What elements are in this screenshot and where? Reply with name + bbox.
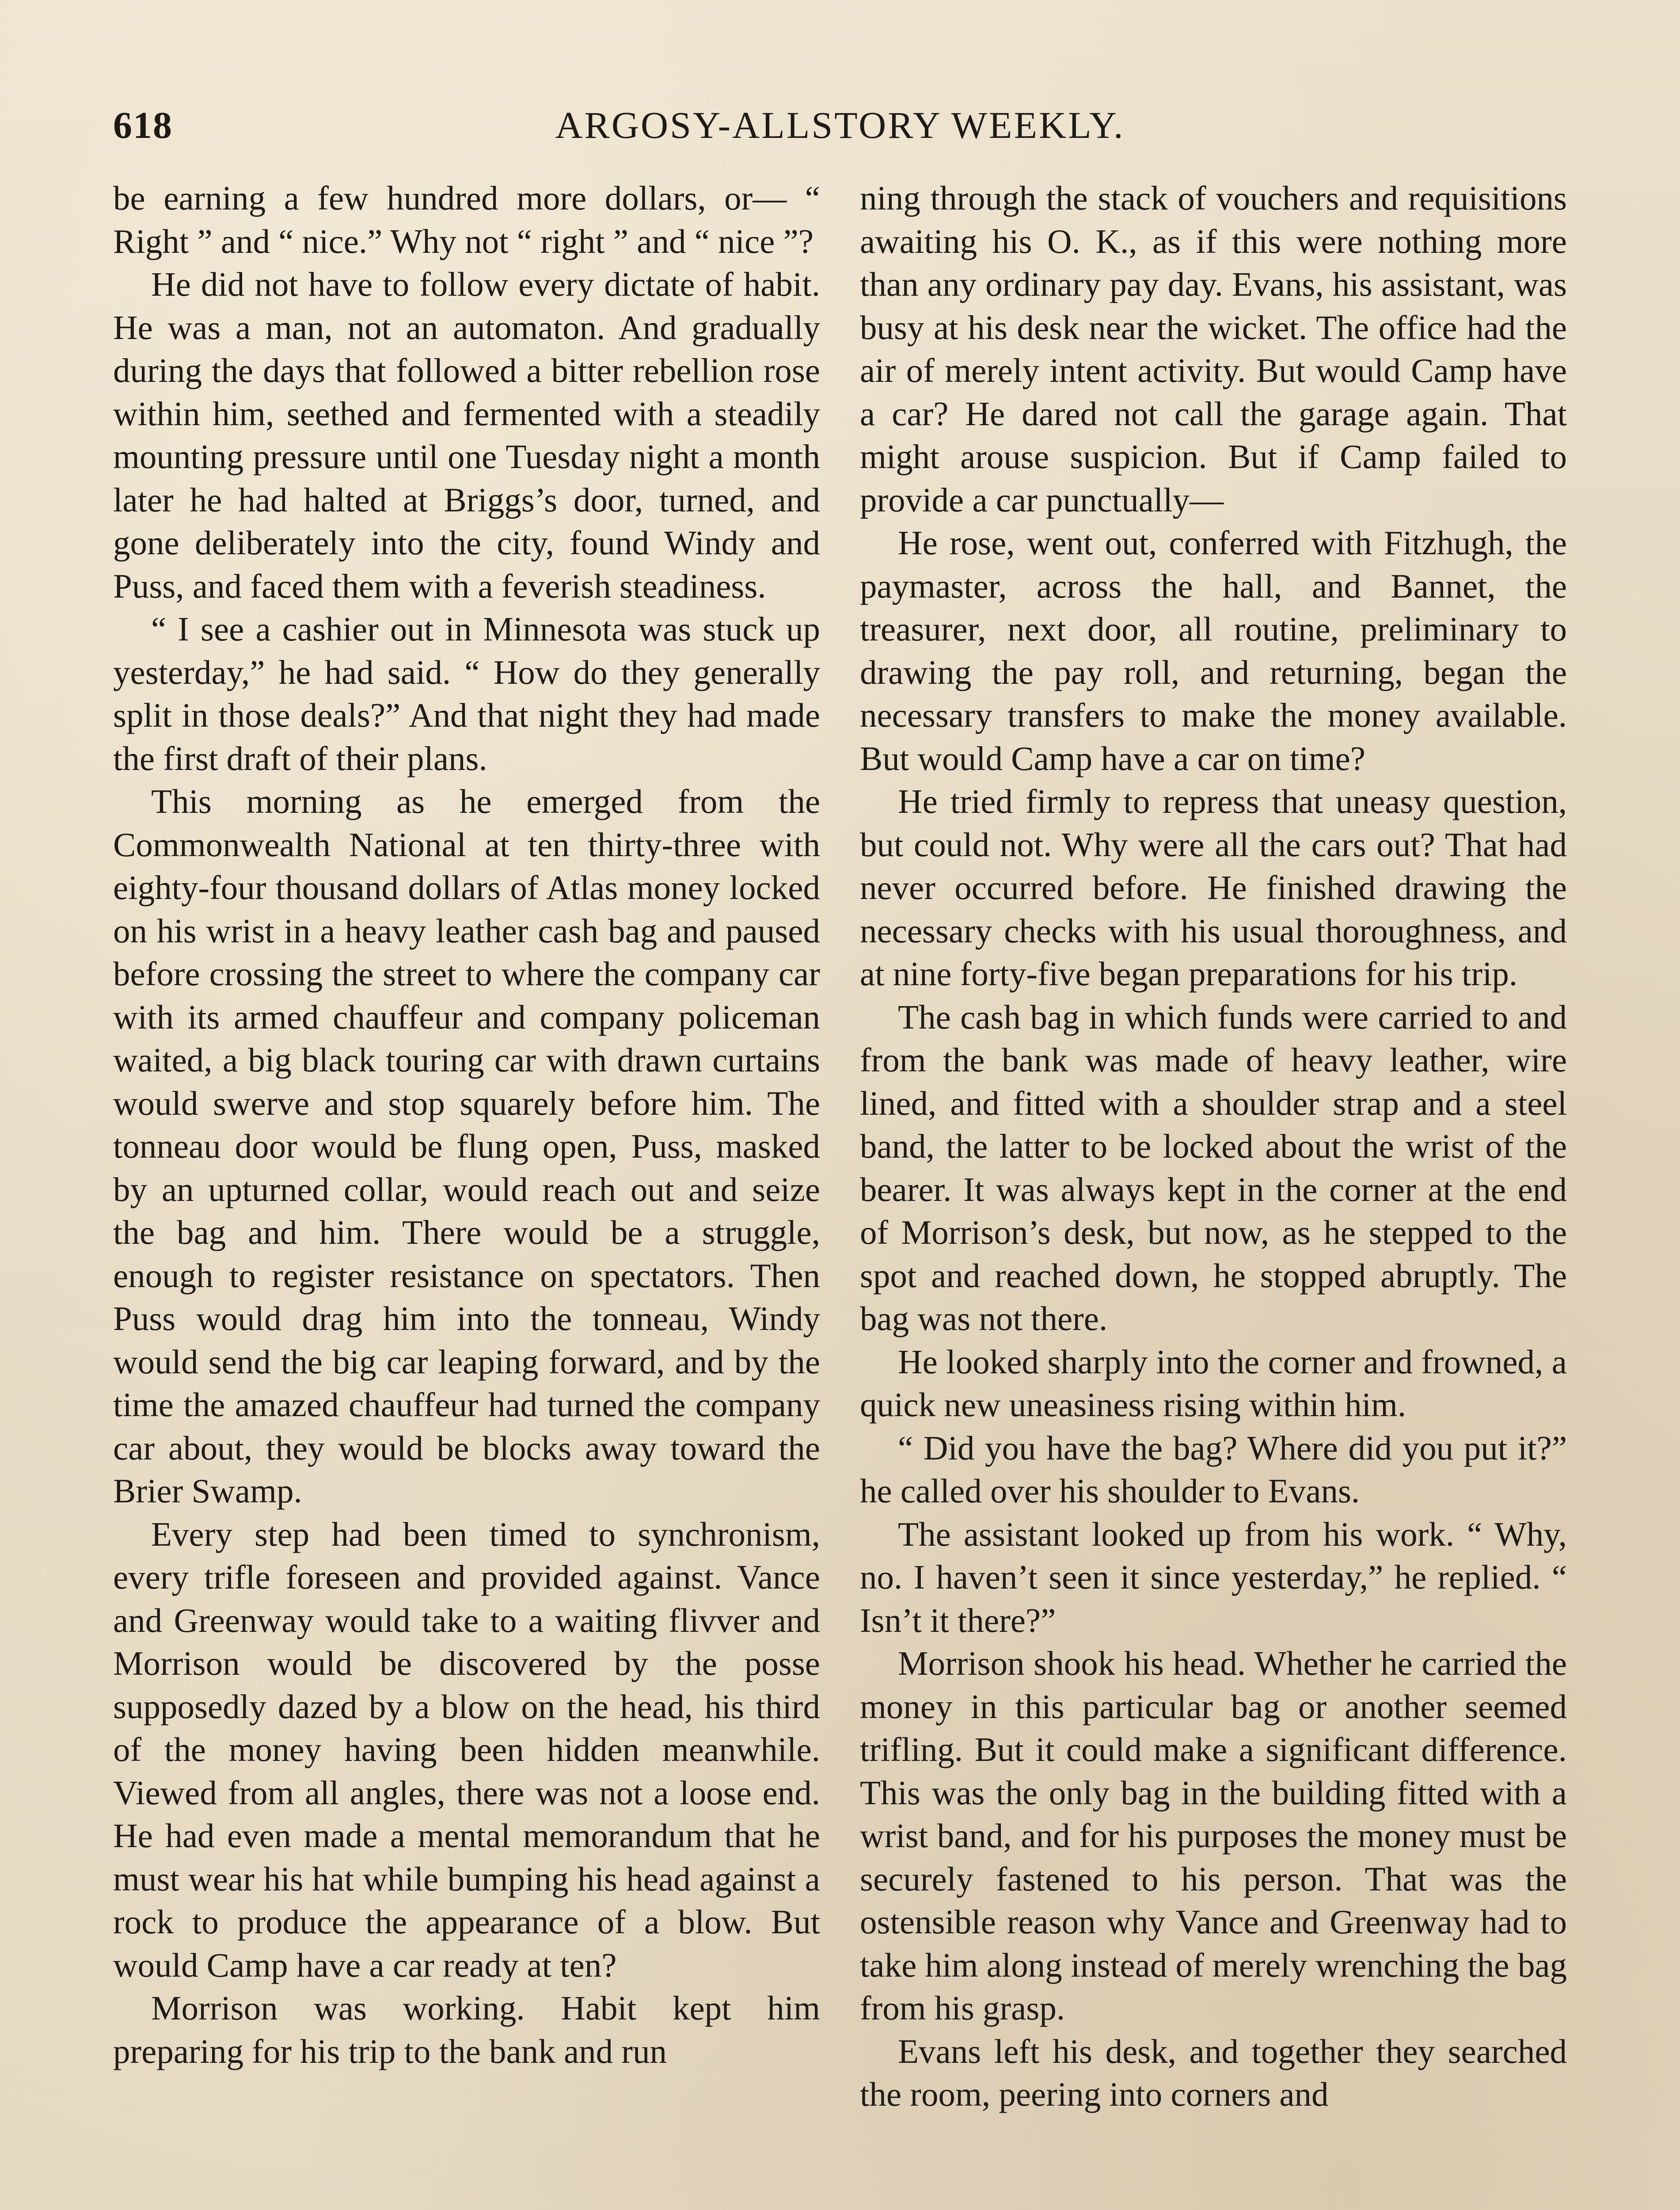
- paragraph: “ Did you have the bag? Where did you put it?” he called over his shoulder to Evans.: [860, 1429, 1567, 1510]
- page-number: 618: [113, 104, 173, 146]
- left-column: [113, 177, 820, 2210]
- text-columns: [113, 177, 1567, 2210]
- right-column: [860, 177, 1567, 2210]
- paragraph: ning through the stack of vouchers and requisitions awaiting his O. K., as if this were nothing more than any ordinary pay day. Evans, his assistant, was busy at his desk near the wicket. The office had the air of merely intent activity. But would Camp have a car? He dared not call the garage again. That might arouse suspicion. But if Camp failed to provide a car punctually—: [860, 179, 1567, 519]
- paragraph: “ I see a cashier out in Minnesota was stuck up yesterday,” he had said. “ How do they generally split in those deals?” And that night they had made the first draft of their plans.: [113, 610, 820, 777]
- paragraph: Evans left his desk, and together they searched the room, peering into corners and: [860, 2032, 1567, 2113]
- paragraph: He rose, went out, conferred with Fitzhugh, the paymaster, across the hall, and Bannet, the treasurer, next door, all routine, preliminary to drawing the pay roll, and returning, began the necessary transfers to make the money available. But would Camp have a car on time?: [860, 524, 1567, 777]
- paragraph: Every step had been timed to synchronism, every trifle foreseen and provided against. Vance and Greenway would take to a waiting flivver and Morrison would be discovered by the posse supposedly dazed by a blow on the head, his third of the money having been hidden meanwhile. Viewed from all angles, there was not a loose end. He had even made a mental memorandum that he must wear his hat while bumping his head against a rock to produce the appearance of a blow. But would Camp have a car ready at ten?: [113, 1515, 820, 1984]
- paragraph: He tried firmly to repress that uneasy question, but could not. Why were all the cars out? That had never occurred before. He finished drawing the necessary checks with his usual thoroughness, and at nine forty-five began preparations for his trip.: [860, 782, 1567, 993]
- running-head: ARGOSY-ALLSTORY WEEKLY.: [555, 104, 1125, 146]
- paragraph: Morrison was working. Habit kept him preparing for his trip to the bank and run: [113, 1989, 820, 2070]
- paragraph: He did not have to follow every dictate of habit. He was a man, not an automaton. And gradually during the days that followed a bitter rebellion rose within him, seethed and fermented with a steadily mounting pressure until one Tuesday night a month later he had halted at Briggs’s door, turned, and gone deliberately into the city, found Windy and Puss, and faced them with a feverish steadiness.: [113, 265, 820, 605]
- page-header: [113, 96, 1567, 154]
- paragraph: He looked sharply into the corner and frowned, a quick new uneasiness rising within him.: [860, 1342, 1567, 1424]
- paragraph: be earning a few hundred more dollars, or— “ Right ” and “ nice.” Why not “ right ” and “ nice ”?: [113, 179, 820, 260]
- paragraph: This morning as he emerged from the Commonwealth National at ten thirty-three with eighty-four thousand dollars of Atlas money locked on his wrist in a heavy leather cash bag and paused before crossing the street to where the company car with its armed chauffeur and company policeman waited, a big black touring car with drawn curtains would swerve and stop squarely before him. The tonneau door would be flung open, Puss, masked by an upturned collar, would reach out and seize the bag and him. There would be a struggle, enough to register resistance on spectators. Then Puss would drag him into the tonneau, Windy would send the big car leaping forward, and by the time the amazed chauffeur had turned the company car about, they would be blocks away toward the Brier Swamp.: [113, 782, 820, 1510]
- paragraph: Morrison shook his head. Whether he carried the money in this particular bag or another seemed trifling. But it could make a significant difference. This was the only bag in the building fitted with a wrist band, and for his purposes the money must be securely fastened to his person. That was the ostensible reason why Vance and Greenway had to take him along instead of merely wrenching the bag from his grasp.: [860, 1644, 1567, 2027]
- paragraph: The assistant looked up from his work. “ Why, no. I haven’t seen it since yesterday,” he replied. “ Isn’t it there?”: [860, 1515, 1567, 1639]
- paragraph: The cash bag in which funds were carried to and from the bank was made of heavy leather, wire lined, and fitted with a shoulder strap and a steel band, the latter to be locked about the wrist of the bearer. It was always kept in the corner at the end of Morrison’s desk, but now, as he stepped to the spot and reached down, he stopped abruptly. The bag was not there.: [860, 998, 1567, 1337]
